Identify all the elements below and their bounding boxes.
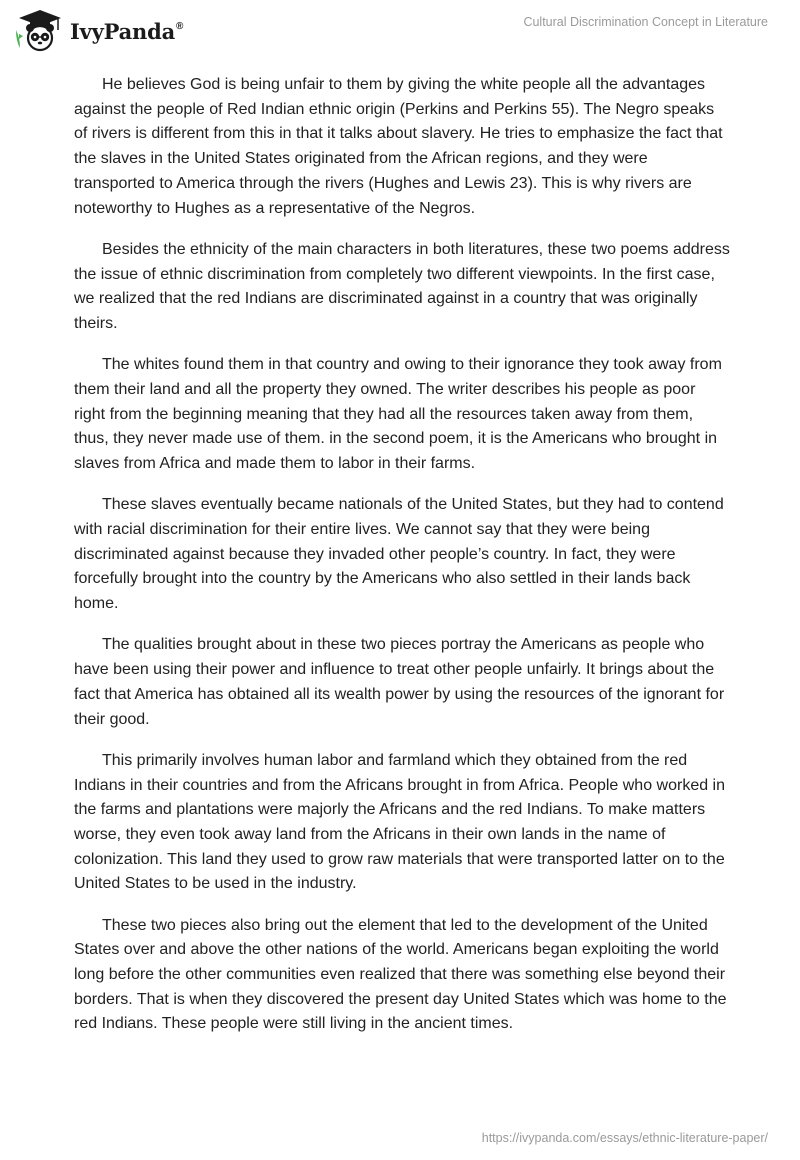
panda-graduate-icon: [14, 8, 66, 52]
brand-name: IvyPanda®: [70, 18, 184, 44]
document-title: Cultural Discrimination Concept in Literature: [523, 15, 768, 29]
paragraph-7: These two pieces also bring out the element that led to the development of the United States over and above the other nations of the world. Americans began exploiting the world long before the other communities even realized that there was something else beyond their borders. That is when they discovered the present day United States which was home to the red Indians. These people were still living in the ancient times.: [74, 916, 727, 1033]
paragraph-1: He believes God is being unfair to them by giving the white people all the advantages against the people of Red Indian ethnic origin (Perkins and Perkins 55). The Negro speaks of rivers is different from this in that it talks about slavery. He tries to emphasize the fact that the slaves in the United States originated from the African regions, and they were transported to America through the rivers (Hughes and Lewis 23). This is why rivers are noteworthy to Hughes as a representative of the Negros.: [74, 76, 723, 217]
paragraph-6: This primarily involves human labor and farmland which they obtained from the red Indians in their countries and from the Africans brought in from Africa. People who worked in the farms and plantations were majorly the Africans and the red Indians. To make matters worse, they even took away land from the Africans in their own lands in the name of colonization. This land they used to grow raw materials that were transported latter on to the United States to be used in the industry.: [74, 751, 726, 893]
essay-body: [74, 73, 730, 1054]
page-header: [0, 0, 800, 60]
paragraph-2: Besides the ethnicity of the main characters in both literatures, these two poems address the issue of ethnic discrimination from completely two different viewpoints. In the first case, we realized that the red Indians are discriminated against in a country that was originally theirs.: [74, 240, 730, 332]
paragraph-4: These slaves eventually became nationals of the United States, but they had to contend with racial discrimination for their entire lives. We cannot say that they were being discriminated against because they invaded other people’s country. In fact, they were forcefully brought into the country by the Americans who also settled in their lands back home.: [74, 496, 724, 613]
ivypanda-logo[interactable]: [14, 8, 183, 52]
paragraph-5: The qualities brought about in these two pieces portray the Americans as people who have been using their power and influence to treat other people unfairly. It brings about the fact that America has obtained all its wealth power by using the resources of the ignorant for their good.: [74, 636, 725, 728]
paragraph-3: The whites found them in that country and owing to their ignorance they took away from them their land and all the property they owned. The writer describes his people as poor right from the beginning meaning that they had all the resources taken away from them, thus, they never made use of them. in the second poem, it is the Americans who brought in slaves from Africa and made them to labor in their farms.: [74, 356, 722, 473]
source-url[interactable]: https://ivypanda.com/essays/ethnic-literature-paper/: [481, 1131, 768, 1145]
registered-mark: ®: [176, 20, 184, 32]
